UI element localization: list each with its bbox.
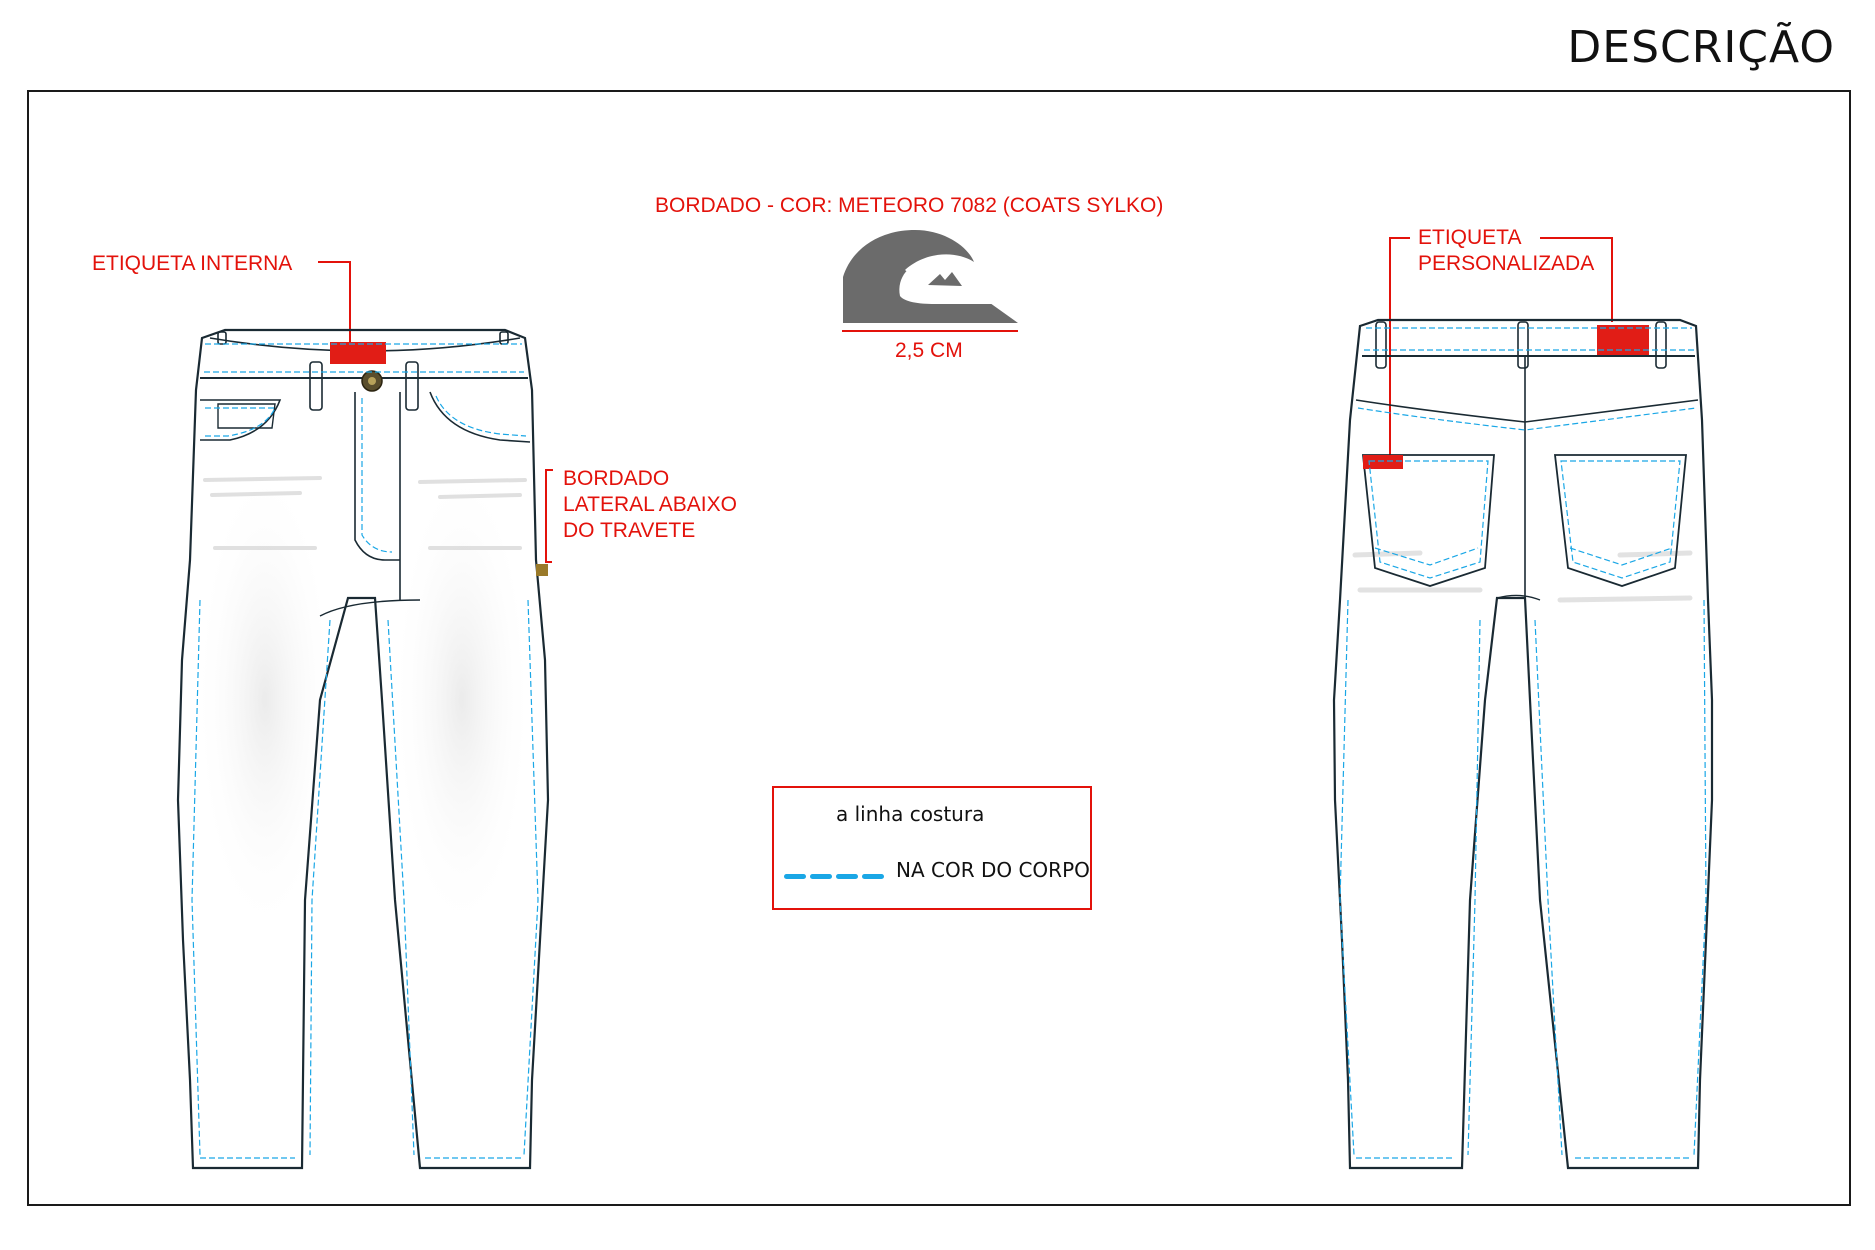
back-creases — [1355, 553, 1690, 600]
embroidery-color-note: BORDADO - COR: METEORO 7082 (COATS SYLKO) — [655, 194, 1164, 217]
legend-dash-label: NA COR DO CORPO — [896, 858, 1090, 882]
back-stitching — [1340, 328, 1706, 1158]
side-embroidery-spot — [536, 564, 548, 576]
custom-label-leader-left — [1390, 238, 1410, 455]
custom-label-leader-right — [1540, 238, 1612, 322]
jeans-front-view — [178, 330, 548, 1168]
front-wash-right — [392, 460, 532, 940]
quiksilver-wave-mountain-logo — [843, 230, 1018, 323]
back-right-pocket — [1555, 455, 1686, 586]
stitch-legend — [772, 786, 1092, 910]
side-embroidery-line-1: BORDADO — [563, 467, 670, 490]
custom-label-line-2: PERSONALIZADA — [1418, 252, 1595, 275]
stitch-dash-icon — [784, 866, 888, 872]
button-center — [368, 377, 376, 385]
page-title: DESCRIÇÃO — [1567, 22, 1835, 73]
back-yoke — [1356, 400, 1698, 422]
legend-title: a linha costura — [836, 802, 985, 826]
front-right-pocket — [430, 392, 530, 442]
side-embroidery-line-3: DO TRAVETE — [563, 519, 696, 542]
back-custom-label-patch — [1597, 325, 1649, 355]
front-inner-label-patch — [330, 342, 386, 364]
inner-label-note: ETIQUETA INTERNA — [92, 252, 293, 275]
side-embroidery-line-2: LATERAL ABAIXO — [563, 493, 737, 516]
front-left-pocket — [200, 400, 280, 440]
back-left-pocket — [1363, 455, 1494, 586]
custom-label-line-1: ETIQUETA — [1418, 226, 1522, 249]
side-embroidery-leader — [546, 470, 553, 562]
logo-size-note: 2,5 CM — [895, 339, 963, 362]
